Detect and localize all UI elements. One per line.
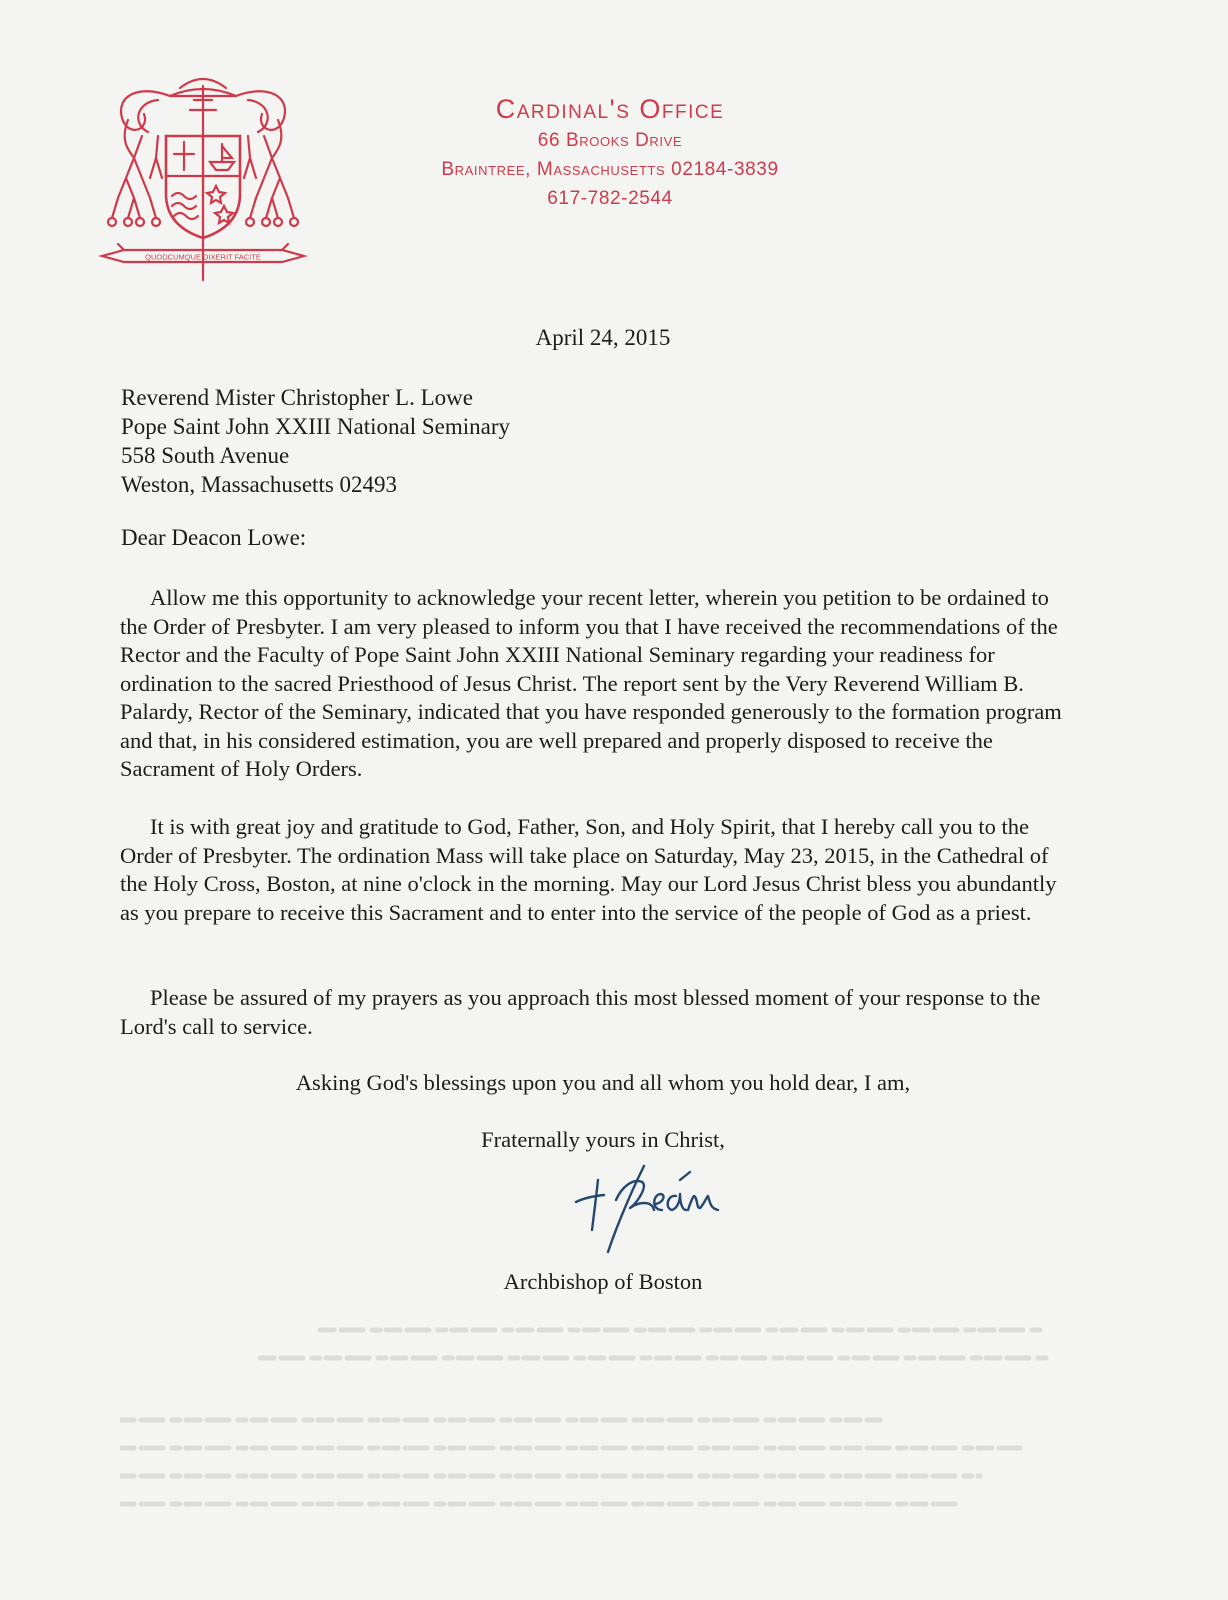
signer-title: Archbishop of Boston [503,1269,703,1294]
letterhead-city: Braintree, Massachusetts 02184-3839 [441,159,779,180]
body-paragraph-2 [120,813,1080,927]
letterhead-phone: 617-782-2544 [547,188,673,209]
body-paragraph-1 [120,584,1080,784]
body-paragraph-3-text: Please be assured of my prayers as you approach this most blessed moment of your response to the Lord's call to service. [120,985,1041,1039]
salutation: Dear Deacon Lowe: [121,525,307,550]
letterhead [400,92,820,213]
coat-of-arms-seal [98,66,308,288]
recipient-city: Weston, Massachusetts 02493 [121,472,398,497]
body-paragraph-3 [120,984,1080,1041]
closing-blessing: Asking God's blessings upon you and all whom you hold dear, I am, [295,1070,911,1095]
handwritten-signature [572,1162,722,1257]
crest-motto: QUODCUMQUE DIXERIT FACITE [145,252,261,262]
letter-date: April 24, 2015 [535,325,671,350]
recipient-institution: Pope Saint John XXIII National Seminary [121,414,511,439]
letterhead-street: 66 Brooks Drive [537,130,683,151]
letterhead-title: Cardinal's Office [495,94,725,124]
reverse-side-bleed-through [120,1320,1080,1520]
recipient-address [121,383,510,499]
recipient-street: 558 South Avenue [121,443,290,468]
recipient-name: Reverend Mister Christopher L. Lowe [121,385,473,410]
valediction: Fraternally yours in Christ, [481,1127,725,1152]
body-paragraph-2-text: It is with great joy and gratitude to God, Father, Son, and Holy Spirit, that I hereby call you to the Order of Presbyter. The ordination Mass will take place on Saturday, May 23, 2015, in the Cathedral of the Holy Cross, Boston, at nine o'clock in the morning. May our Lord Jesus Christ bless you abundantly as you prepare to receive this Sacrament and to enter into the service of the people of God as a priest. [120,814,1057,925]
body-paragraph-1-text: Allow me this opportunity to acknowledge your recent letter, wherein you petition to be ordained to the Order of Presbyter. I am very pleased to inform you that I have received the recommendations of the Rector and the Faculty of Pope Saint John XXIII National Seminary regarding your readiness for ordination to the sacred Priesthood of Jesus Christ. The report sent by the Very Reverend William B. Palardy, Rector of the Seminary, indicated that you have responded generously to the formation program and that, in his considered estimation, you are well prepared and properly disposed to receive the Sacrament of Holy Orders. [120,585,1062,781]
